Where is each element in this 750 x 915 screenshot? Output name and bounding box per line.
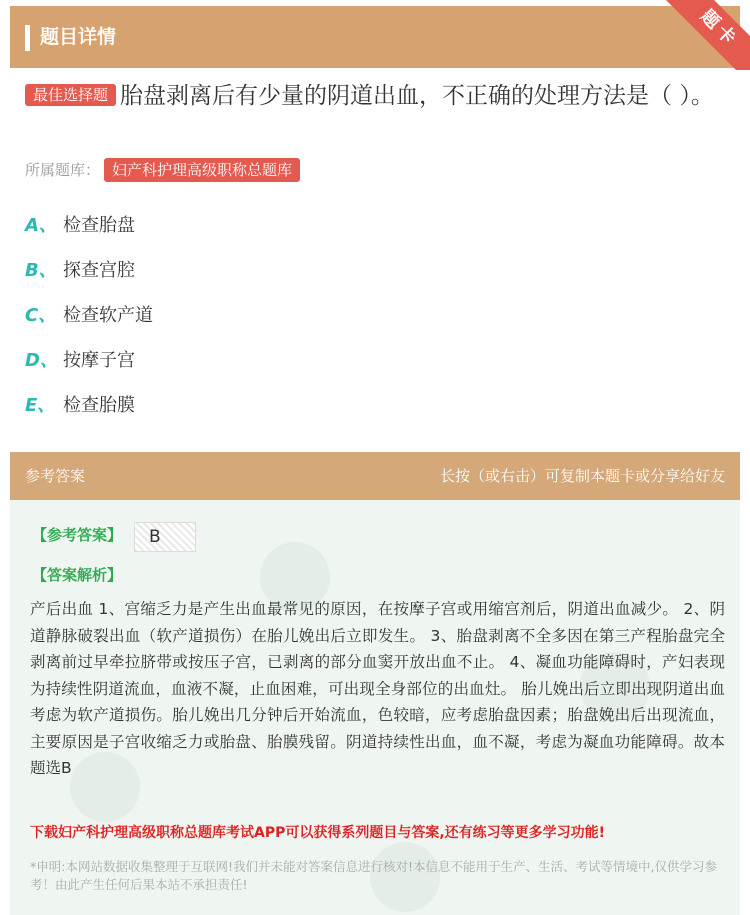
option-b[interactable]	[25, 255, 725, 300]
option-text: 探查宫腔	[63, 260, 135, 281]
answer-panel	[10, 452, 740, 915]
option-text: 检查胎膜	[63, 395, 135, 416]
option-letter: B、	[25, 260, 57, 281]
analysis-text: 产后出血 1、宫缩乏力是产生出血最常见的原因，在按摩子宫或用缩宫剂后，阴道出血减少。 2、阴道静脉破裂出血（软产道损伤）在胎儿娩出后立即发生。 3、胎盘剥离不全多因在第三产程胎盘完全剥离前过早牵拉脐带或按压子宫，已剥离的部分血窦开放出血不止。 4、凝血功能障碍时，产妇表现为持续性阴道流血，血液不凝，止血困难，可出现全身部位的出血灶。 胎儿娩出后立即出现阴道出血考虑为软产道损伤。胎儿娩出几分钟后开始流血，色较暗，应考虑胎盘因素；胎盘娩出后出现流血，主要原因是子宫收缩乏力或胎盘、胎膜残留。阴道持续性出血，血不凝，考虑为凝血功能障碍。故本题选B	[30, 600, 725, 777]
option-text: 检查软产道	[63, 305, 153, 326]
option-a[interactable]	[25, 210, 725, 255]
option-c[interactable]	[25, 300, 725, 345]
library-label: 所属题库：	[25, 161, 101, 179]
card-header	[10, 6, 740, 68]
download-app-link[interactable]: 下载妇产科护理高级职称总题库考试APP可以获得系列题目与答案,还有练习等更多学习功能!	[30, 825, 606, 841]
answer-value: B	[134, 522, 196, 552]
answer-label: 【参考答案】	[32, 526, 123, 544]
option-list	[25, 210, 725, 435]
share-hint: 长按（或右击）可复制本题卡或分享给好友	[439, 467, 725, 485]
answer-header	[10, 452, 740, 500]
question-library	[25, 158, 300, 182]
header-accent-bar	[25, 25, 30, 51]
answer-section-title: 参考答案	[25, 467, 86, 485]
page-title: 题目详情	[40, 26, 117, 48]
question-type-tag: 最佳选择题	[25, 84, 116, 106]
option-text: 按摩子宫	[63, 350, 135, 371]
question-card-corner-badge[interactable]	[660, 0, 750, 70]
question-text: 胎盘剥离后有少量的阴道出血，不正确的处理方法是（ ）。	[120, 83, 714, 109]
option-text: 检查胎盘	[63, 215, 135, 236]
option-e[interactable]	[25, 390, 725, 435]
option-letter: C、	[25, 305, 57, 326]
analysis-label: 【答案解析】	[32, 566, 123, 584]
option-d[interactable]	[25, 345, 725, 390]
corner-ribbon-label: 题卡	[661, 0, 750, 70]
option-letter: D、	[25, 350, 58, 371]
library-tag[interactable]: 妇产科护理高级职称总题库	[104, 158, 300, 182]
option-letter: E、	[25, 395, 56, 416]
disclaimer-text: *申明:本网站数据收集整理于互联网!我们并未能对答案信息进行核对!本信息不能用于生产、生活、考试等情境中,仅供学习参考！由此产生任何后果本站不承担责任!	[30, 859, 717, 892]
question-stem	[25, 80, 725, 112]
option-letter: A、	[25, 215, 57, 236]
